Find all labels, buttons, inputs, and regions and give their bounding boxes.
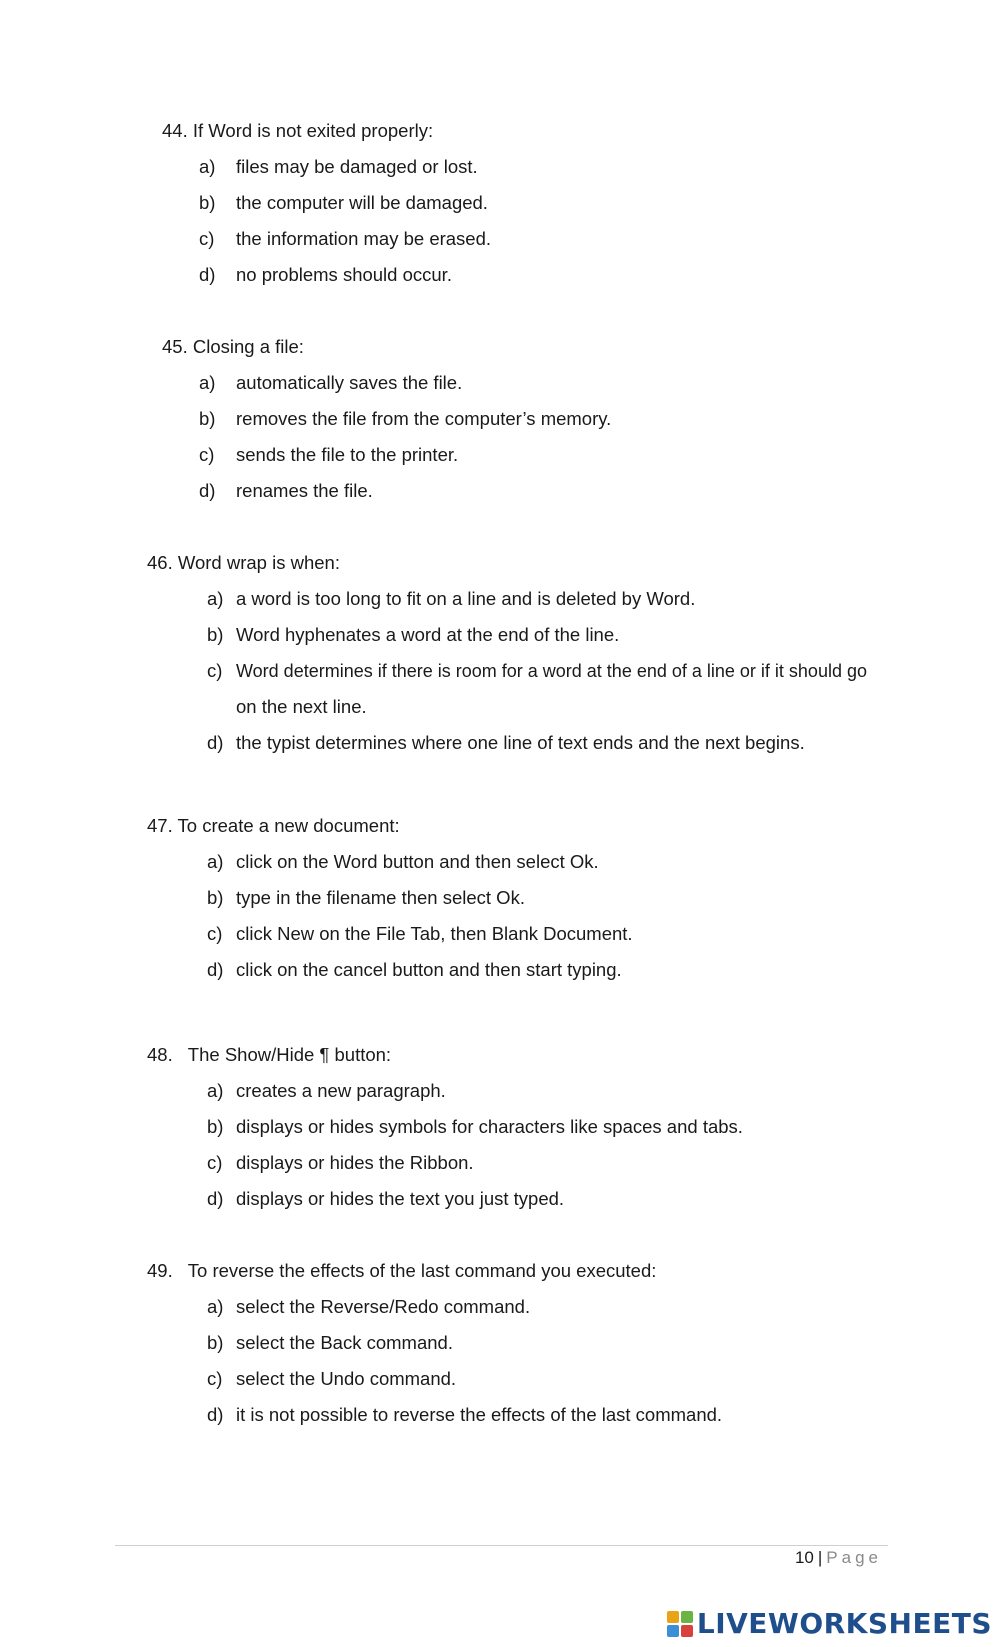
question-48-stem: 48. The Show/Hide ¶ button: (147, 1044, 392, 1065)
option-label: c) (207, 1152, 223, 1173)
option-label: c) (199, 228, 215, 249)
option-text: removes the file from the computer’s memory. (236, 408, 612, 429)
option-text: on the next line. (236, 696, 367, 717)
question-47-stem: 47. To create a new document: (147, 815, 400, 836)
page-number (795, 1546, 882, 1570)
option-text: automatically saves the file. (236, 372, 463, 393)
option-label: a) (207, 851, 224, 872)
option-text: click on the cancel button and then start typing. (236, 959, 622, 980)
option-label: b) (199, 408, 216, 429)
option-label: c) (207, 923, 223, 944)
question-45-stem: 45. Closing a file: (162, 336, 304, 357)
option-label: d) (199, 264, 216, 285)
option-text: a word is too long to fit on a line and is deleted by Word. (236, 588, 696, 609)
page-number-separator: | (817, 1548, 823, 1567)
option-label: c) (207, 660, 223, 681)
footer-divider (115, 1545, 888, 1546)
option-text: the computer will be damaged. (236, 192, 488, 213)
option-label: c) (199, 444, 215, 465)
liveworksheets-logo-icon (667, 1611, 693, 1637)
option-text: it is not possible to reverse the effects of the last command. (236, 1404, 723, 1425)
logo-tile (681, 1625, 693, 1637)
option-text: no problems should occur. (236, 264, 452, 285)
option-label: b) (207, 887, 224, 908)
option-text: select the Reverse/Redo command. (236, 1296, 531, 1317)
option-label: b) (207, 624, 224, 645)
option-text: select the Undo command. (236, 1368, 457, 1389)
option-text: files may be damaged or lost. (236, 156, 478, 177)
option-text: the information may be erased. (236, 228, 492, 249)
page-word: Page (826, 1548, 882, 1567)
option-label: a) (199, 372, 216, 393)
option-label: a) (199, 156, 216, 177)
option-text: select the Back command. (236, 1332, 453, 1353)
option-text: click New on the File Tab, then Blank Document. (236, 923, 633, 944)
option-label: d) (207, 732, 224, 753)
option-text: displays or hides the Ribbon. (236, 1152, 474, 1173)
logo-tile (667, 1625, 679, 1637)
option-label: d) (199, 480, 216, 501)
logo-tile (681, 1611, 693, 1623)
logo-tile (667, 1611, 679, 1623)
option-text: displays or hides the text you just typed. (236, 1188, 565, 1209)
option-label: d) (207, 1404, 224, 1425)
page-number-value: 10 (794, 1548, 814, 1567)
option-label: a) (207, 1080, 224, 1101)
option-text: click on the Word button and then select Ok. (236, 851, 599, 872)
liveworksheets-brand (667, 1607, 992, 1641)
option-text: Word determines if there is room for a word at the end of a line or if it should go (236, 661, 867, 681)
option-text: the typist determines where one line of text ends and the next begins. (236, 732, 805, 753)
option-label: b) (199, 192, 216, 213)
question-46-stem: 46. Word wrap is when: (147, 552, 340, 573)
option-text: creates a new paragraph. (236, 1080, 446, 1101)
option-text: renames the file. (236, 480, 373, 501)
option-label: c) (207, 1368, 223, 1389)
option-label: d) (207, 959, 224, 980)
question-44-stem: 44. If Word is not exited properly: (162, 120, 434, 141)
option-label: b) (207, 1116, 224, 1137)
option-text: Word hyphenates a word at the end of the line. (236, 624, 620, 645)
option-text: displays or hides symbols for characters like spaces and tabs. (236, 1116, 743, 1137)
question-49-stem: 49. To reverse the effects of the last command you executed: (147, 1260, 657, 1281)
brand-name: LIVEWORKSHEETS (696, 1607, 992, 1640)
option-label: d) (207, 1188, 224, 1209)
option-text: type in the filename then select Ok. (236, 887, 525, 908)
option-label: a) (207, 1296, 224, 1317)
option-label: b) (207, 1332, 224, 1353)
option-text: sends the file to the printer. (236, 444, 459, 465)
option-label: a) (207, 588, 224, 609)
